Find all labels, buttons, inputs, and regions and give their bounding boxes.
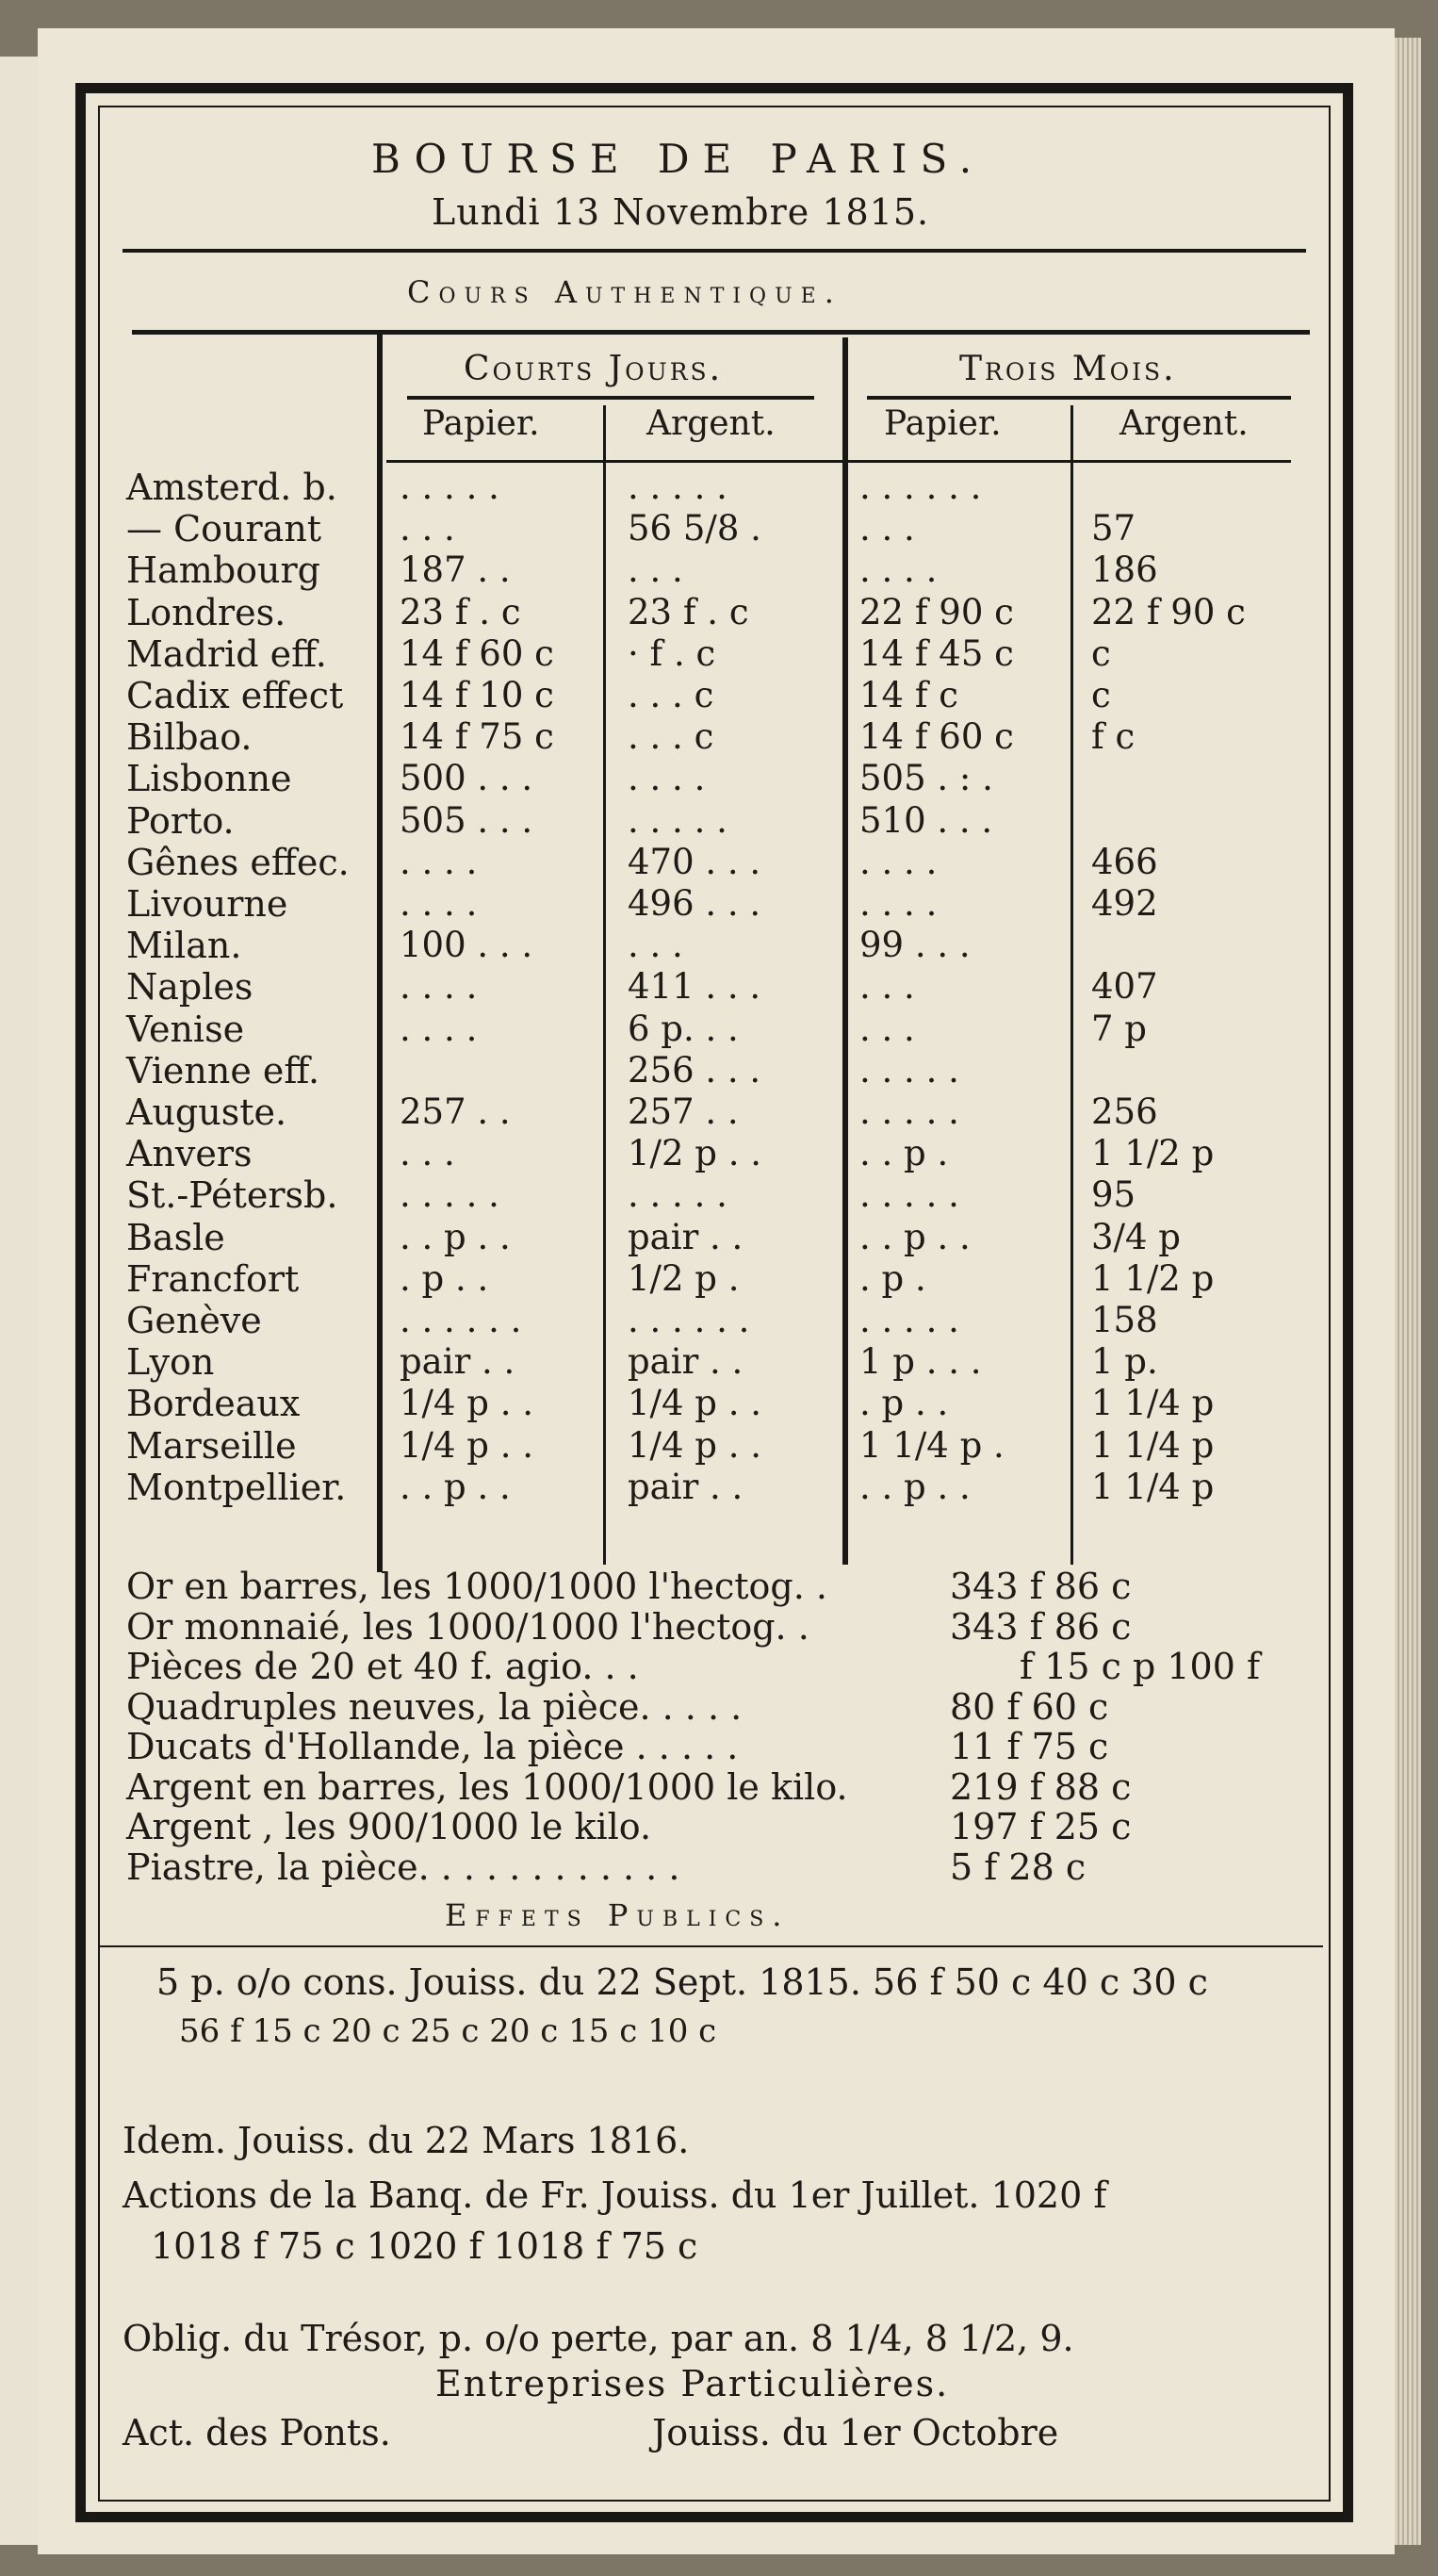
effets-line-6: Oblig. du Trésor, p. o/o perte, par an. 8 1/4, 8 1/2, 9.: [123, 2318, 1074, 2359]
group-rule-left: [407, 396, 814, 400]
rate-cell: . . .: [628, 925, 683, 965]
group-header-courts-jours: Courts Jours.: [464, 350, 724, 388]
rate-cell: 1/2 p . .: [628, 1133, 762, 1173]
rate-cell: . . . . .: [859, 1091, 959, 1132]
place-name: Basle: [126, 1217, 225, 1258]
rate-cell: 1 1/4 p: [1091, 1425, 1215, 1466]
rate-cell: 411 . . .: [628, 966, 761, 1007]
rate-cell: . p . .: [400, 1258, 489, 1299]
rate-cell: 256: [1091, 1091, 1158, 1132]
place-name: Gênes effec.: [126, 842, 350, 883]
column-rule-2: [603, 405, 606, 1565]
place-name: Hambourg: [126, 550, 320, 591]
rate-cell: . . . .: [400, 966, 478, 1007]
place-name: Bordeaux: [126, 1383, 301, 1424]
rate-cell: 3/4 p: [1091, 1217, 1181, 1257]
rate-cell: . . . . .: [859, 1300, 959, 1340]
place-name: Milan.: [126, 925, 242, 966]
entreprises-right: Jouiss. du 1er Octobre: [652, 2412, 1059, 2453]
effets-rule: [98, 1945, 1323, 1947]
col-header-argent-2: Argent.: [1119, 404, 1249, 443]
rate-cell: 14 f c: [859, 675, 959, 715]
place-name: Vienne eff.: [126, 1050, 320, 1091]
section-rule: [132, 330, 1310, 335]
metal-label: Quadruples neuves, la pièce. . . . .: [126, 1686, 743, 1728]
effets-line-3: Idem. Jouiss. du 22 Mars 1816.: [123, 2120, 690, 2161]
metal-value: 219 f 88 c: [950, 1766, 1132, 1808]
metal-label: Argent en barres, les 1000/1000 le kilo.: [126, 1766, 848, 1808]
section-title-cours: Cours Authentique.: [407, 274, 842, 310]
place-name: St.-Pétersb.: [126, 1174, 338, 1216]
place-name: Naples: [126, 966, 253, 1008]
rate-cell: 1 p . . .: [859, 1341, 982, 1382]
rate-cell: . . . .: [400, 883, 478, 924]
rate-cell: 1 p.: [1091, 1341, 1158, 1382]
rate-cell: 1 1/4 p: [1091, 1383, 1215, 1423]
rate-cell: . . . . .: [628, 1174, 727, 1215]
rate-cell: 496 . . .: [628, 883, 761, 924]
rate-cell: 23 f . c: [400, 592, 521, 632]
rate-cell: 257 . .: [400, 1091, 511, 1132]
rate-cell: . . . . .: [628, 800, 727, 841]
group-header-trois-mois: Trois Mois.: [959, 350, 1177, 388]
rate-cell: . . .: [859, 508, 915, 549]
rate-cell: . . . . .: [400, 467, 499, 507]
effets-line-5: 1018 f 75 c 1020 f 1018 f 75 c: [151, 2225, 698, 2267]
column-rule-4: [1070, 405, 1073, 1565]
column-header-rule: [386, 460, 1291, 463]
rate-cell: . p .: [859, 1258, 926, 1299]
rate-cell: . . . .: [628, 758, 706, 798]
rate-cell: 100 . . .: [400, 925, 533, 965]
rate-cell: 1 1/4 p: [1091, 1467, 1215, 1507]
rate-cell: . . . .: [859, 883, 938, 924]
col-header-papier-1: Papier.: [422, 404, 540, 443]
rate-cell: f c: [1091, 716, 1136, 757]
place-name: Lisbonne: [126, 758, 292, 799]
rate-cell: 1/4 p . .: [400, 1383, 534, 1423]
place-name: Genève: [126, 1300, 262, 1341]
rate-cell: · f . c: [628, 633, 716, 674]
rate-cell: 22 f 90 c: [1091, 592, 1246, 632]
metal-value: 343 f 86 c: [950, 1606, 1132, 1648]
rate-cell: . . .: [628, 550, 683, 590]
place-name: Francfort: [126, 1258, 300, 1300]
rate-cell: . . p . .: [859, 1217, 971, 1257]
page-title: BOURSE DE PARIS.: [371, 136, 986, 182]
place-name: Londres.: [126, 592, 286, 633]
rate-cell: . . . . .: [859, 1174, 959, 1215]
rate-cell: 505 . . .: [400, 800, 533, 841]
rate-cell: . . . c: [628, 716, 714, 757]
place-name: Anvers: [126, 1133, 253, 1174]
rate-cell: . . .: [859, 966, 915, 1007]
metal-label: Or en barres, les 1000/1000 l'hectog. .: [126, 1566, 827, 1607]
metal-value: f 15 c p 100 f: [1020, 1646, 1261, 1687]
entreprises-left: Act. des Ponts.: [123, 2412, 391, 2453]
rate-cell: 7 p: [1091, 1009, 1147, 1049]
rate-cell: 1 1/4 p .: [859, 1425, 1005, 1466]
column-rule-1: [377, 330, 383, 1572]
rate-cell: pair . .: [628, 1467, 744, 1507]
rate-cell: . . .: [400, 1133, 455, 1173]
rate-cell: 1/4 p . .: [628, 1383, 762, 1423]
metal-label: Or monnaié, les 1000/1000 l'hectog. .: [126, 1606, 809, 1648]
col-header-argent-1: Argent.: [646, 404, 776, 443]
place-name: Auguste.: [126, 1091, 287, 1133]
rate-cell: 99 . . .: [859, 925, 971, 965]
rate-cell: 14 f 45 c: [859, 633, 1014, 674]
rate-cell: . . .: [400, 508, 455, 549]
place-name: — Courant: [126, 508, 322, 550]
rate-cell: 187 . .: [400, 550, 511, 590]
rate-cell: 1/2 p .: [628, 1258, 740, 1299]
rate-cell: . . . . .: [400, 1174, 499, 1215]
rate-cell: 14 f 60 c: [400, 633, 554, 674]
rate-cell: . p . .: [859, 1383, 949, 1423]
col-header-papier-2: Papier.: [884, 404, 1002, 443]
metal-value: 197 f 25 c: [950, 1806, 1132, 1847]
rate-cell: 407: [1091, 966, 1158, 1007]
rate-cell: 23 f . c: [628, 592, 749, 632]
rate-cell: 14 f 60 c: [859, 716, 1014, 757]
place-name: Porto.: [126, 800, 235, 842]
place-name: Cadix effect: [126, 675, 344, 716]
rate-cell: 500 . . .: [400, 758, 533, 798]
effets-line-2: 56 f 15 c 20 c 25 c 20 c 15 c 10 c: [179, 2012, 717, 2050]
rate-cell: . . . .: [859, 550, 938, 590]
section-title-effets: Effets Publics.: [445, 1897, 791, 1933]
rate-cell: . . . . . .: [859, 467, 982, 507]
rate-cell: . . . .: [400, 842, 478, 882]
metal-label: Piastre, la pièce. . . . . . . . . . . .: [126, 1846, 680, 1888]
rate-cell: pair . .: [628, 1341, 744, 1382]
place-name: Madrid eff.: [126, 633, 327, 675]
rate-cell: . . . .: [859, 842, 938, 882]
place-name: Bilbao.: [126, 716, 253, 758]
rate-cell: 95: [1091, 1174, 1136, 1215]
rate-cell: . . . c: [628, 675, 714, 715]
metal-label: Pièces de 20 et 40 f. agio. . .: [126, 1646, 639, 1687]
rate-cell: 1/4 p . .: [628, 1425, 762, 1466]
rate-cell: 57: [1091, 508, 1136, 549]
rate-cell: 510 . . .: [859, 800, 993, 841]
effets-line-1: 5 p. o/o cons. Jouiss. du 22 Sept. 1815. 56 f 50 c 40 c 30 c: [156, 1961, 1208, 2003]
rate-cell: . . .: [859, 1009, 915, 1049]
page-date: Lundi 13 Novembre 1815.: [432, 191, 930, 233]
metal-value: 11 f 75 c: [950, 1726, 1109, 1767]
rate-cell: 466: [1091, 842, 1158, 882]
place-name: Marseille: [126, 1425, 297, 1467]
rate-cell: 186: [1091, 550, 1158, 590]
rate-cell: 505 . : .: [859, 758, 993, 798]
rate-cell: . . . . . .: [400, 1300, 522, 1340]
rate-cell: 14 f 75 c: [400, 716, 554, 757]
rate-cell: . . . . .: [859, 1050, 959, 1091]
rate-cell: . . . . . .: [628, 1300, 750, 1340]
effets-line-4: Actions de la Banq. de Fr. Jouiss. du 1er Juillet. 1020 f: [123, 2174, 1107, 2216]
rate-cell: 470 . . .: [628, 842, 761, 882]
rate-cell: 1/4 p . .: [400, 1425, 534, 1466]
place-name: Livourne: [126, 883, 288, 925]
metal-value: 80 f 60 c: [950, 1686, 1109, 1728]
rate-cell: pair . .: [400, 1341, 515, 1382]
rate-cell: . . . .: [400, 1009, 478, 1049]
metal-label: Argent , les 900/1000 le kilo.: [126, 1806, 652, 1847]
rate-cell: 158: [1091, 1300, 1158, 1340]
entreprises-heading: Entreprises Particulières.: [435, 2363, 950, 2404]
place-name: Venise: [126, 1009, 245, 1050]
rate-cell: 14 f 10 c: [400, 675, 554, 715]
group-rule-right: [867, 396, 1291, 400]
column-rule-3: [842, 337, 848, 1565]
metal-label: Ducats d'Hollande, la pièce . . . . .: [126, 1726, 739, 1767]
place-name: Amsterd. b.: [126, 467, 337, 508]
rate-cell: . . p . .: [400, 1217, 511, 1257]
rate-cell: . . p . .: [859, 1467, 971, 1507]
rate-cell: 56 5/8 .: [628, 508, 761, 549]
rate-cell: 6 p. . .: [628, 1009, 739, 1049]
place-name: Lyon: [126, 1341, 215, 1383]
metal-value: 343 f 86 c: [950, 1566, 1132, 1607]
rate-cell: . . p .: [859, 1133, 949, 1173]
rate-cell: 492: [1091, 883, 1158, 924]
rate-cell: 1 1/2 p: [1091, 1133, 1215, 1173]
rate-cell: pair . .: [628, 1217, 744, 1257]
rate-cell: 1 1/2 p: [1091, 1258, 1215, 1299]
rate-cell: c: [1091, 633, 1111, 674]
rate-cell: 22 f 90 c: [859, 592, 1014, 632]
rate-cell: c: [1091, 675, 1111, 715]
header-rule: [123, 249, 1306, 253]
rate-cell: 256 . . .: [628, 1050, 761, 1091]
rate-cell: 257 . .: [628, 1091, 739, 1132]
rate-cell: . . p . .: [400, 1467, 511, 1507]
rate-cell: . . . . .: [628, 467, 727, 507]
place-name: Montpellier.: [126, 1467, 347, 1508]
metal-value: 5 f 28 c: [950, 1846, 1087, 1888]
